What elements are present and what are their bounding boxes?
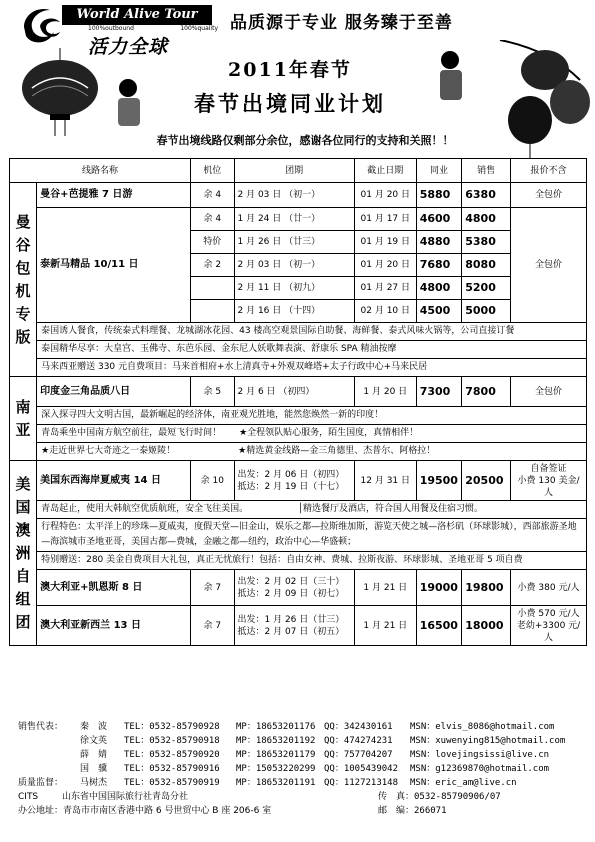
contact-row — [18, 734, 578, 748]
sale-price: 18000 — [462, 606, 511, 646]
trade-price: 19000 — [416, 570, 462, 606]
lantern-decoration-left — [10, 48, 150, 138]
deadline: 01 月 17 日 — [354, 208, 416, 231]
desc-line: 泰国精华尽享：大皇宫、玉佛寺、东芭乐园、金东尼人妖歌舞表演、舒康乐 SPA 精油按摩 — [37, 341, 586, 359]
trade-price: 16500 — [416, 606, 462, 646]
contact-tel: TEL：0532-85790928 — [124, 722, 220, 732]
desc-line: ★走近世界七大奇迹之一泰姬陵！ ★精选黄金线路—金三角德里、杰普尔、阿格拉！ — [41, 446, 436, 456]
address: 办公地址：青岛市市南区香港中路 6 号世贸中心 B 座 206-6 室 — [18, 806, 272, 816]
plan-title: 春节出境同业计划 — [194, 91, 386, 116]
route-description — [37, 407, 587, 461]
sale-price: 7800 — [462, 377, 511, 407]
tour-date: 出发：2 月 02 日（三十） 抵达：2 月 09 日（初七） — [234, 570, 354, 606]
sale-price: 19800 — [462, 570, 511, 606]
zip-code: 邮 编：266071 — [378, 806, 447, 816]
contact-mobile: MP：18653201192 — [236, 736, 316, 746]
table-row — [10, 183, 587, 208]
contact-mobile: MP：15053220299 — [236, 764, 316, 774]
header-excl: 报价不含 — [511, 159, 587, 183]
deadline: 1 月 21 日 — [354, 570, 416, 606]
region-bangkok: 曼谷包机专版 — [15, 212, 31, 346]
seats: 余 4 — [191, 183, 234, 208]
contact-qq: QQ：342430161 — [324, 722, 393, 732]
contact-footer — [18, 720, 578, 818]
table-row — [10, 323, 587, 377]
contact-tel: TEL：0532-85790918 — [124, 736, 220, 746]
contact-msn: MSN：eric_am@live.cn — [410, 778, 517, 788]
sales-label: 销售代表： — [18, 722, 64, 732]
tour-date: 2 月 03 日 （初一） — [234, 183, 354, 208]
price-excl: 全包价 — [511, 208, 587, 323]
region-south-asia: 南亚 — [15, 397, 31, 439]
table-row — [10, 407, 587, 461]
contact-row — [18, 762, 578, 776]
contact-row — [18, 720, 578, 734]
fax: 传 真：0532-85790906/07 — [378, 792, 501, 802]
desc-line: 青岛起止，使用大韩航空优质航班，安全飞往美国。 │精选餐厅及酒店，符合国人用餐及住宿习惯。 — [37, 501, 586, 519]
desc-line: 马来西亚赠送 330 元自费项目：马来首相府+水上清真寺+外观双峰塔+太子行政中心+马来民居 — [41, 362, 428, 372]
contact-msn: MSN：lovejingsissi@live.cn — [410, 750, 550, 760]
table-row — [10, 461, 587, 501]
region-us-australia: 美国澳洲自组团 — [15, 474, 31, 631]
desc-line: 特别赠送：280 美金自费项目大礼包，真正无忧旅行！包括：自由女神、费城、拉斯夜游、环球影城、圣地亚哥 5 项自费 — [41, 555, 523, 565]
contact-tel: TEL：0532-85790916 — [124, 764, 220, 774]
trade-price: 4800 — [416, 277, 462, 300]
trade-price: 19500 — [416, 461, 462, 501]
tour-date: 2 月 6 日 （初四） — [234, 377, 354, 407]
table-row — [10, 570, 587, 606]
sale-price: 20500 — [462, 461, 511, 501]
tour-date: 1 月 24 日 （廿一） — [234, 208, 354, 231]
contact-msn: MSN：g12369870@hotmail.com — [410, 764, 550, 774]
deadline: 01 月 27 日 — [354, 277, 416, 300]
company-en: CITS — [18, 792, 39, 802]
region-label — [10, 183, 37, 377]
trade-price: 5880 — [416, 183, 462, 208]
seats: 余 7 — [191, 606, 234, 646]
deadline: 12 月 31 日 — [354, 461, 416, 501]
contact-row — [18, 748, 578, 762]
address-row — [18, 804, 578, 818]
sale-price: 8080 — [462, 254, 511, 277]
tour-date: 2 月 16 日 （十四） — [234, 300, 354, 323]
table-row — [10, 208, 587, 231]
route-name: 美国东西海岸夏威夷 14 日 — [37, 461, 191, 501]
tour-date: 2 月 03 日 （初一） — [234, 254, 354, 277]
logo-english: World Alive Tour — [62, 5, 212, 25]
logo-chinese: 活力全球 — [88, 36, 169, 58]
contact-qq: QQ：1127213148 — [324, 778, 399, 788]
trade-price: 7680 — [416, 254, 462, 277]
seats — [191, 277, 234, 300]
seats: 余 10 — [191, 461, 234, 501]
table-header-row — [10, 159, 587, 183]
route-name: 印度金三角品质八日 — [37, 377, 191, 407]
logo-sub-right: 100%quality — [180, 25, 218, 32]
contact-tel: TEL：0532-85790920 — [124, 750, 220, 760]
logo-swirl-icon — [20, 4, 66, 50]
year-title: 2011年春节 — [228, 59, 352, 81]
price-excl: 小费 380 元/人 — [511, 570, 587, 606]
route-description — [37, 323, 587, 377]
contact-mobile: MP：18653201179 — [236, 750, 316, 760]
deadline: 1 月 20 日 — [354, 377, 416, 407]
contact-msn: MSN：xuwenying815@hotmail.com — [410, 736, 566, 746]
route-name: 澳大利亚+凯恩斯 8 日 — [37, 570, 191, 606]
header-seats: 机位 — [191, 159, 234, 183]
sale-price: 6380 — [462, 183, 511, 208]
table-row — [10, 501, 587, 570]
trade-price: 4500 — [416, 300, 462, 323]
contact-name: 秦 波 — [80, 722, 108, 732]
company-cn: 山东省中国国际旅行社青岛分社 — [62, 792, 189, 802]
contact-tel: TEL：0532-85790919 — [124, 778, 220, 788]
route-name: 泰新马精品 10/11 日 — [37, 208, 191, 323]
tour-date: 1 月 26 日 （廿三） — [234, 231, 354, 254]
header-route: 线路名称 — [10, 159, 191, 183]
deadline: 1 月 21 日 — [354, 606, 416, 646]
seats: 余 2 — [191, 254, 234, 277]
seats: 余 4 — [191, 208, 234, 231]
route-name: 曼谷+芭提雅 7 日游 — [37, 183, 191, 208]
contact-msn: MSN：elvis_8086@hotmail.com — [410, 722, 555, 732]
seats — [191, 300, 234, 323]
desc-line: 泰国诱人餐食，传统泰式料理餐、龙城湖冰花园、43 楼高空观景国际自助餐、海鲜餐、泰式风味火锅等，公司直接订餐 — [37, 323, 586, 341]
route-description — [37, 501, 587, 570]
price-excl: 小费 570 元/人 老幼+3300 元/人 — [511, 606, 587, 646]
seats: 余 5 — [191, 377, 234, 407]
price-excl: 自备签证 小费 130 美金/人 — [511, 461, 587, 501]
itinerary-table — [9, 158, 587, 646]
header-date: 团期 — [234, 159, 354, 183]
header-sale: 销售 — [462, 159, 511, 183]
sale-price: 5000 — [462, 300, 511, 323]
trade-price: 7300 — [416, 377, 462, 407]
sale-price: 4800 — [462, 208, 511, 231]
slogan: 品质源于专业 服务臻于至善 — [230, 13, 453, 33]
trade-price: 4880 — [416, 231, 462, 254]
tour-date: 出发：2 月 06 日（初四） 抵达：2 月 19 日（十七） — [234, 461, 354, 501]
contact-qq: QQ：1005439042 — [324, 764, 399, 774]
sale-price: 5200 — [462, 277, 511, 300]
header-trade: 同业 — [416, 159, 462, 183]
contact-mobile: MP：18653201176 — [236, 722, 316, 732]
contact-mobile: MP：18653201191 — [236, 778, 316, 788]
region-label — [10, 461, 37, 646]
tour-date: 出发：1 月 26 日（廿三） 抵达：2 月 07 日（初五） — [234, 606, 354, 646]
deadline: 01 月 20 日 — [354, 183, 416, 208]
trade-price: 4600 — [416, 208, 462, 231]
deadline: 02 月 10 日 — [354, 300, 416, 323]
contact-name: 薛 婧 — [80, 750, 108, 760]
sale-price: 5380 — [462, 231, 511, 254]
contact-qq: QQ：474274231 — [324, 736, 393, 746]
table-row — [10, 606, 587, 646]
contact-name: 马树杰 — [80, 778, 108, 788]
contact-name: 徐文英 — [80, 736, 108, 746]
desc-line: 青岛乘坐中国南方航空前往，最短飞行时间！ ★全程领队贴心服务，陌生国度，真情相伴！ — [37, 425, 586, 443]
header-deadline: 截止日期 — [354, 159, 416, 183]
contact-qq: QQ：757704207 — [324, 750, 393, 760]
price-excl: 全包价 — [511, 377, 587, 407]
contact-name: 国 骥 — [80, 764, 108, 774]
notice-banner: 春节出境线路仅剩部分余位，感谢各位同行的支持和关照！！ — [156, 134, 454, 147]
logo-subtitle — [88, 25, 218, 32]
route-name: 澳大利亚新西兰 13 日 — [37, 606, 191, 646]
price-excl: 全包价 — [511, 183, 587, 208]
seats: 余 7 — [191, 570, 234, 606]
region-label — [10, 377, 37, 461]
desc-line: 行程特色：太平洋上的珍珠—夏威夷，度假天堂—旧金山，娱乐之都—拉斯维加斯，游览天使之城—洛杉矶（环球影城），西部旅游圣地—海滨城市圣地亚哥，美国古都—费城，金融之都—纽约，政治中心—华盛顿； — [37, 519, 586, 552]
desc-line: 深入探寻四大文明古国，最新崛起的经济体，南亚观光胜地，能然您焕然一新的印度！ — [37, 407, 586, 425]
contact-row — [18, 776, 578, 790]
logo-sub-left: 100%outbound — [88, 25, 134, 32]
table-row — [10, 377, 587, 407]
tour-date: 2 月 11 日 （初九） — [234, 277, 354, 300]
seats: 特价 — [191, 231, 234, 254]
company-row — [18, 790, 578, 804]
deadline: 01 月 19 日 — [354, 231, 416, 254]
deadline: 01 月 20 日 — [354, 254, 416, 277]
supervisor-label: 质量监督： — [18, 778, 64, 788]
